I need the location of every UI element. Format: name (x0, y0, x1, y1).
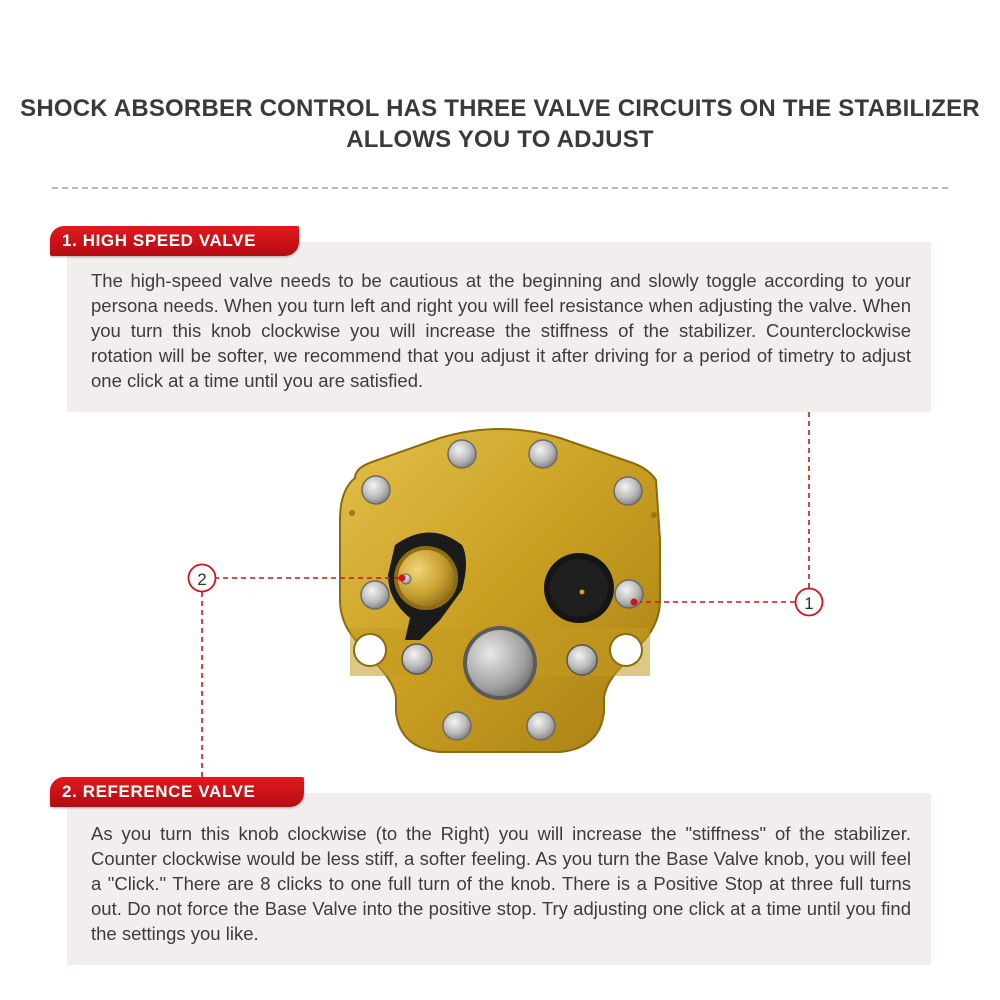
center-cap (463, 626, 537, 700)
bolt (529, 440, 557, 468)
bolt (527, 712, 555, 740)
callout-1-label: 1 (804, 594, 814, 613)
high-speed-valve-knob (544, 553, 614, 623)
bolt (615, 580, 643, 608)
reference-valve-tag: 2. REFERENCE VALVE (50, 777, 304, 807)
title-line-2: ALLOWS YOU TO ADJUST (346, 126, 654, 153)
bolt (443, 712, 471, 740)
bolt (361, 581, 389, 609)
reference-valve-description: As you turn this knob clockwise (to the Right) you will increase the "stiffness" of the stabilizer. Counter clockwise would be less stiff, a softer feeling. As you turn the Base Valve knob, you will feel a "Click." There are 8 clicks to one full turn of the knob. There is a Positive Stop at three full turns out. Do not force the Base Valve into the positive stop. Try adjusting one click at a time until you find the settings you like. (91, 823, 911, 944)
callout-1-anchor (631, 599, 638, 606)
callout-1 (796, 589, 823, 616)
high-speed-valve-description: The high-speed valve needs to be cautious at the beginning and slowly toggle according to your persona needs. When you turn left and right you will feel resistance when adjusting the valve. When you turn this knob clockwise you will increase the stiffness of the stabilizer. Counterclockwise rotation will be softer, we recommend that you adjust it after driving for a period of timetry to adjust one click at a time until you are satisfied. (91, 270, 911, 391)
title-line-1: SHOCK ABSORBER CONTROL HAS THREE VALVE CIRCUITS ON THE STABILIZER (20, 95, 980, 122)
callout-2 (189, 565, 216, 592)
bolt (567, 645, 597, 675)
callout-2-anchor (399, 575, 406, 582)
bolt (362, 476, 390, 504)
bolt (614, 477, 642, 505)
bolt (402, 644, 432, 674)
bolt (448, 440, 476, 468)
callout-2-label: 2 (197, 570, 207, 589)
high-speed-valve-tag: 1. HIGH SPEED VALVE (50, 226, 299, 256)
